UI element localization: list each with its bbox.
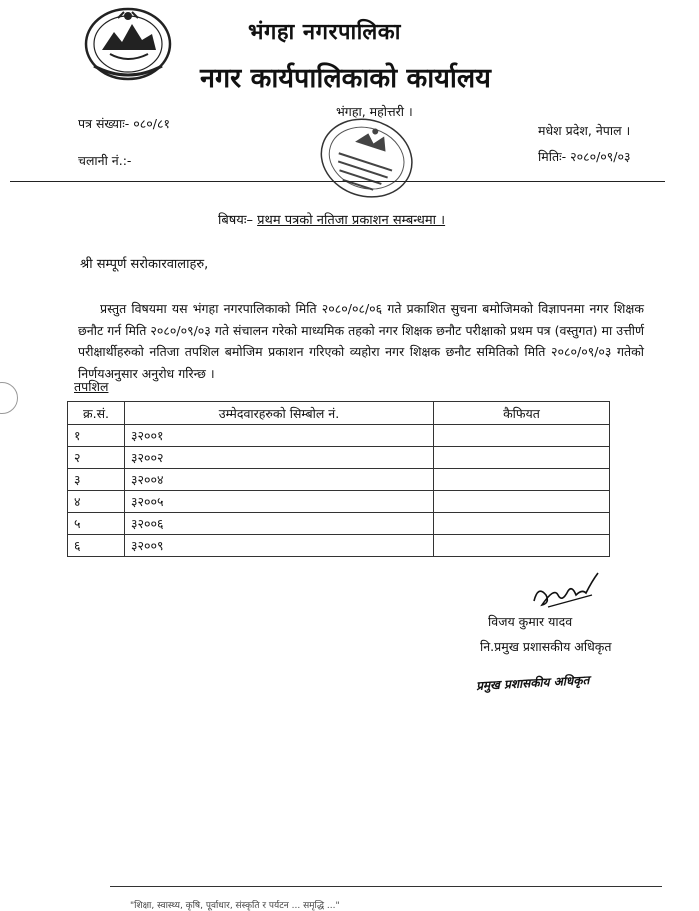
punch-hole xyxy=(0,382,18,414)
body-paragraph: प्रस्तुत विषयमा यस भंगहा नगरपालिकाको मिति २०८०/०८/०६ गते प्रकाशित सुचना बमोजिमको विज्ञापनमा नगर शिक्षक छनौट गर्न मिति २०८०/०९/०३ गते संचालन गरेको माध्यमिक तहको नगर शिक्षक छनौट परीक्षाको प्रथम पत्र (वस्तुगत) मा उत्तीर्ण परीक्षार्थीहरुको नतिजा तपशिल बमोजिम प्रकाशन गरिएको व्यहोरा नगर शिक्षक छनौट समितिको मिति २०८०/०९/०३ गतेको निर्णयअनुसार अनुरोध गरिन्छ । xyxy=(78,301,644,381)
letter-date: मितिः- २०८०/०९/०३ xyxy=(538,149,631,164)
designation-stamp: प्रमुख प्रशासकीय अधिकृत xyxy=(475,673,590,693)
cell-remarks xyxy=(434,469,610,491)
table-row xyxy=(68,513,610,535)
cell-remarks xyxy=(434,491,610,513)
header-remarks: कैफियत xyxy=(434,402,610,425)
table-row xyxy=(68,535,610,557)
cell-symbol-no: ३२००४ xyxy=(125,469,434,491)
official-seal xyxy=(310,110,422,210)
cell-serial: २ xyxy=(68,447,125,469)
footer-divider xyxy=(110,886,662,887)
table-row xyxy=(68,491,610,513)
letter-number: पत्र संख्याः- ०८०/८१ xyxy=(78,116,170,131)
office-name: नगर कार्यपालिकाको कार्यालय xyxy=(200,63,491,94)
subject-line xyxy=(218,210,445,228)
table-header-row xyxy=(68,402,610,425)
cell-remarks xyxy=(434,513,610,535)
office-location: भंगहा, महोत्तरी । xyxy=(336,104,413,119)
footer-slogan: "शिक्षा, स्वास्थ्य, कृषि, पूर्वाधार, संस्कृति र पर्यटन ... समृद्धि ..." xyxy=(130,901,340,911)
header-divider xyxy=(10,181,665,182)
cell-symbol-no: ३२००२ xyxy=(125,447,434,469)
cell-symbol-no: ३२००६ xyxy=(125,513,434,535)
table-caption: तपशिल xyxy=(74,379,109,394)
salutation: श्री सम्पूर्ण सरोकारवालाहरु, xyxy=(80,257,209,272)
handwritten-signature xyxy=(528,565,608,613)
table-row xyxy=(68,425,610,447)
signatory-designation: नि.प्रमुख प्रशासकीय अधिकृत xyxy=(480,639,612,654)
cell-serial: ६ xyxy=(68,535,125,557)
cell-remarks xyxy=(434,425,610,447)
cell-serial: ५ xyxy=(68,513,125,535)
cell-symbol-no: ३२००९ xyxy=(125,535,434,557)
subject-text: प्रथम पत्रको नतिजा प्रकाशन सम्बन्धमा । xyxy=(257,213,446,228)
province-label: मधेश प्रदेश, नेपाल । xyxy=(538,123,631,138)
nepal-emblem-logo xyxy=(82,4,174,82)
municipality-name: भंगहा नगरपालिका xyxy=(248,20,401,45)
cell-symbol-no: ३२००५ xyxy=(125,491,434,513)
cell-serial: १ xyxy=(68,425,125,447)
cell-serial: ३ xyxy=(68,469,125,491)
table-row xyxy=(68,447,610,469)
cell-remarks xyxy=(434,447,610,469)
seal-stamp-icon xyxy=(310,110,422,210)
table-row xyxy=(68,469,610,491)
cell-serial: ४ xyxy=(68,491,125,513)
header-symbol-no: उम्मेदवारहरुको सिम्बोल नं. xyxy=(125,402,434,425)
signatory-name: विजय कुमार यादव xyxy=(488,614,573,629)
dispatch-number: चलानी नं.:- xyxy=(78,153,132,168)
results-table xyxy=(67,401,610,557)
cell-symbol-no: ३२००१ xyxy=(125,425,434,447)
header-serial: क्र.सं. xyxy=(68,402,125,425)
subject-prefix: बिषयः– xyxy=(218,213,253,228)
cell-remarks xyxy=(434,535,610,557)
